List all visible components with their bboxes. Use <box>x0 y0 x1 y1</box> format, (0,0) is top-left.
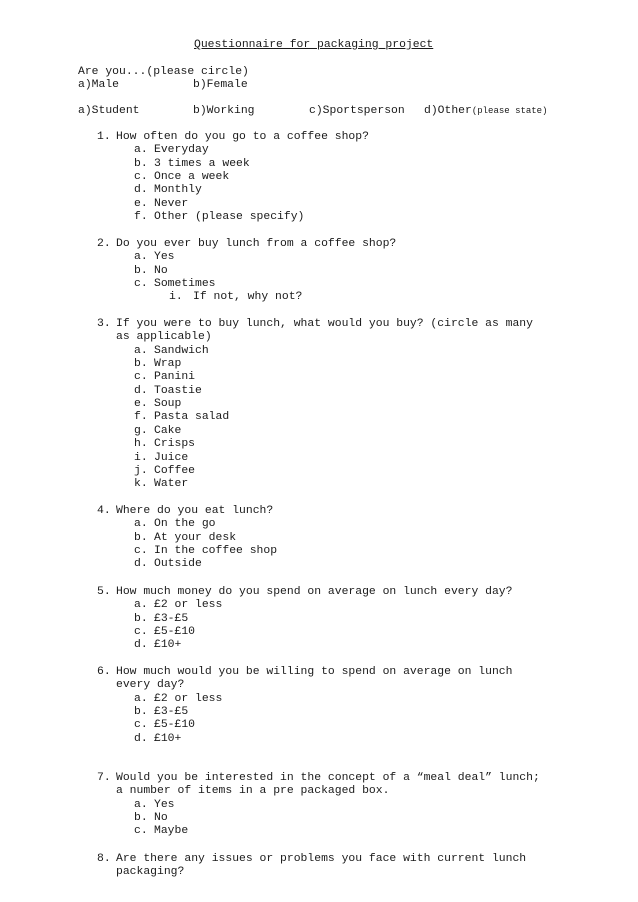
option-letter: c. <box>134 825 148 837</box>
question-number: 4. <box>97 505 111 517</box>
option-letter: d. <box>134 385 148 397</box>
question-text: Where do you eat lunch? <box>116 505 274 517</box>
option-letter: c. <box>134 719 148 731</box>
option-letter: c. <box>134 171 148 183</box>
occupation-other-note: (please state) <box>471 106 548 116</box>
question-text: If you were to buy lunch, what would you buy? (circle as many <box>116 318 533 330</box>
option-letter: a. <box>134 518 148 530</box>
option-letter: b. <box>134 613 148 625</box>
option-text: Sometimes <box>154 278 216 290</box>
option-text: Once a week <box>154 171 230 183</box>
option-text: Yes <box>154 799 175 811</box>
option-letter: f. <box>134 211 148 223</box>
option-text: Sandwich <box>154 345 209 357</box>
option-text: Everyday <box>154 144 209 156</box>
option-letter: g. <box>134 425 148 437</box>
option-letter: d. <box>134 639 148 651</box>
option-letter: e. <box>134 398 148 410</box>
option-text: £2 or less <box>154 599 223 611</box>
option-text: Toastie <box>154 385 202 397</box>
question-number: 1. <box>97 131 111 143</box>
option-letter: c. <box>134 545 148 557</box>
question-number: 3. <box>97 318 111 330</box>
option-text: Pasta salad <box>154 411 230 423</box>
option-text: Wrap <box>154 358 182 370</box>
question-text: packaging? <box>116 866 185 878</box>
option-letter: i. <box>134 452 148 464</box>
question-text: as applicable) <box>116 331 212 343</box>
option-text: £3-£5 <box>154 706 189 718</box>
option-text: Panini <box>154 371 196 383</box>
option-text: £2 or less <box>154 693 223 705</box>
option-letter: a. <box>134 599 148 611</box>
option-text: Juice <box>154 452 189 464</box>
occupation-option-sportsperson: c)Sportsperson <box>309 105 405 117</box>
question-number: 2. <box>97 238 111 250</box>
option-text: Outside <box>154 558 202 570</box>
option-letter: d. <box>134 558 148 570</box>
question-text: How often do you go to a coffee shop? <box>116 131 369 143</box>
option-text: £5-£10 <box>154 719 196 731</box>
occupation-other-label: d)Other <box>424 105 472 117</box>
question-number: 5. <box>97 586 111 598</box>
option-text: Crisps <box>154 438 196 450</box>
question-text: How much money do you spend on average on lunch every day? <box>116 586 513 598</box>
document-title: Questionnaire for packaging project <box>194 39 434 51</box>
option-letter: b. <box>134 158 148 170</box>
option-letter: h. <box>134 438 148 450</box>
option-letter: d. <box>134 733 148 745</box>
intro-prompt: Are you...(please circle) <box>78 66 249 78</box>
question-text: Are there any issues or problems you face with current lunch <box>116 853 527 865</box>
option-text: Maybe <box>154 825 189 837</box>
option-letter: b. <box>134 358 148 370</box>
option-text: Coffee <box>154 465 196 477</box>
option-letter: j. <box>134 465 148 477</box>
option-text: £5-£10 <box>154 626 196 638</box>
gender-option-male: a)Male <box>78 79 120 91</box>
question-text: a number of items in a pre packaged box. <box>116 785 390 797</box>
option-letter: a. <box>134 693 148 705</box>
option-text: Cake <box>154 425 182 437</box>
option-letter: b. <box>134 532 148 544</box>
occupation-option-other <box>424 105 547 118</box>
option-letter: f. <box>134 411 148 423</box>
option-text: On the go <box>154 518 216 530</box>
option-letter: a. <box>134 144 148 156</box>
option-text: No <box>154 812 168 824</box>
option-letter: b. <box>134 265 148 277</box>
occupation-option-student: a)Student <box>78 105 140 117</box>
option-letter: a. <box>134 799 148 811</box>
sub-option-letter: i. <box>169 291 183 303</box>
sub-option-text: If not, why not? <box>193 291 303 303</box>
option-text: Monthly <box>154 184 202 196</box>
option-letter: k. <box>134 478 148 490</box>
option-letter: e. <box>134 198 148 210</box>
question-text: Do you ever buy lunch from a coffee shop? <box>116 238 397 250</box>
option-letter: a. <box>134 251 148 263</box>
option-text: Never <box>154 198 189 210</box>
option-text: £10+ <box>154 639 182 651</box>
gender-option-female: b)Female <box>193 79 248 91</box>
option-text: Other (please specify) <box>154 211 305 223</box>
option-letter: c. <box>134 371 148 383</box>
option-letter: c. <box>134 626 148 638</box>
option-text: Yes <box>154 251 175 263</box>
option-letter: b. <box>134 812 148 824</box>
question-number: 7. <box>97 772 111 784</box>
option-text: £3-£5 <box>154 613 189 625</box>
question-text: How much would you be willing to spend on average on lunch <box>116 666 513 678</box>
option-letter: d. <box>134 184 148 196</box>
occupation-option-working: b)Working <box>193 105 255 117</box>
option-text: £10+ <box>154 733 182 745</box>
option-text: Water <box>154 478 189 490</box>
option-text: 3 times a week <box>154 158 250 170</box>
option-text: At your desk <box>154 532 237 544</box>
option-text: In the coffee shop <box>154 545 278 557</box>
option-letter: c. <box>134 278 148 290</box>
option-letter: b. <box>134 706 148 718</box>
question-number: 6. <box>97 666 111 678</box>
question-text: every day? <box>116 679 185 691</box>
question-text: Would you be interested in the concept of a “meal deal” lunch; <box>116 772 540 784</box>
option-text: Soup <box>154 398 182 410</box>
option-text: No <box>154 265 168 277</box>
question-number: 8. <box>97 853 111 865</box>
option-letter: a. <box>134 345 148 357</box>
